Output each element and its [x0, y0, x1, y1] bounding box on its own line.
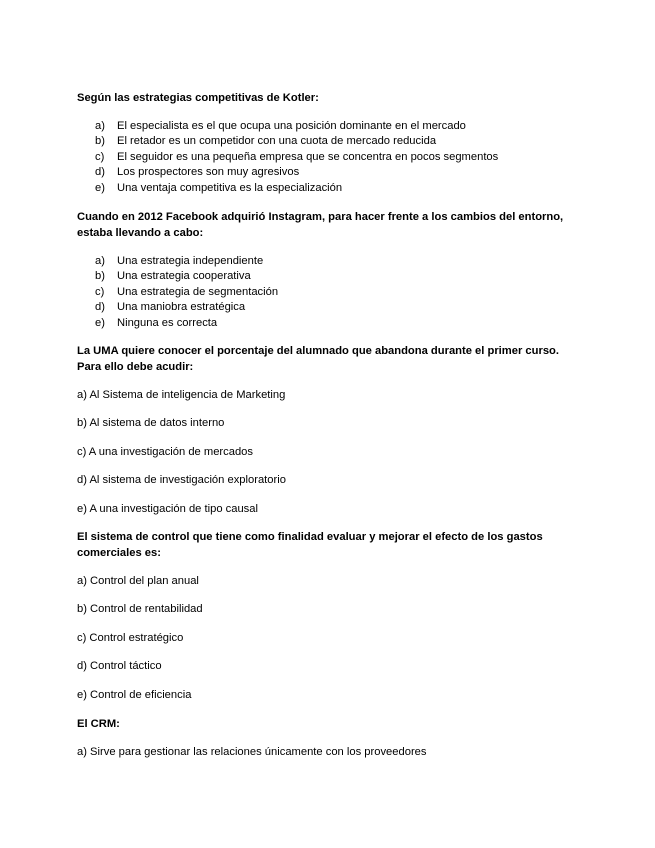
option-text: Una estrategia de segmentación [117, 286, 279, 298]
option-text: Una ventaja competitiva es la especialización [117, 182, 343, 194]
option-text: El retador es un competidor con una cuota de mercado reducida [117, 135, 437, 147]
question-3-option-b: b) Al sistema de datos interno [77, 417, 225, 429]
option-letter: e) [95, 317, 105, 329]
question-2-title: Cuando en 2012 Facebook adquirió Instagram, para hacer frente a los cambios del entorno, estaba llevando a cabo: [77, 211, 564, 239]
option-text: Una estrategia cooperativa [117, 270, 251, 282]
question-3-option-e: e) A una investigación de tipo causal [77, 503, 258, 515]
option-letter: d) [95, 301, 105, 313]
question-1-option-e [95, 181, 342, 195]
question-4-option-a: a) Control del plan anual [77, 575, 199, 587]
question-2-option-b [95, 269, 251, 283]
question-1-option-c [95, 150, 498, 164]
question-3-title: La UMA quiere conocer el porcentaje del alumnado que abandona durante el primer curso. Para ello debe acudir: [77, 345, 559, 373]
option-letter: d) [95, 166, 105, 178]
option-text: Una estrategia independiente [117, 255, 264, 267]
option-text: El especialista es el que ocupa una posición dominante en el mercado [117, 120, 466, 132]
question-1-option-b [95, 134, 436, 148]
option-letter: b) [95, 270, 105, 282]
question-3-option-c: c) A una investigación de mercados [77, 446, 253, 458]
question-2-option-a [95, 254, 263, 268]
question-4-option-e: e) Control de eficiencia [77, 689, 192, 701]
question-4-option-d: d) Control táctico [77, 660, 162, 672]
question-4-option-c: c) Control estratégico [77, 632, 184, 644]
option-text: Ninguna es correcta [117, 317, 218, 329]
option-letter: b) [95, 135, 105, 147]
question-5-option-a: a) Sirve para gestionar las relaciones únicamente con los proveedores [77, 746, 427, 758]
question-1-option-a [95, 119, 466, 133]
question-2-option-e [95, 316, 217, 330]
question-4-title: El sistema de control que tiene como finalidad evaluar y mejorar el efecto de los gastos comerciales es: [77, 531, 543, 559]
option-letter: e) [95, 182, 105, 194]
question-2-option-c [95, 285, 278, 299]
question-1-title: Según las estrategias competitivas de Kotler: [77, 92, 319, 104]
question-2-option-d [95, 300, 245, 314]
question-3-option-a: a) Al Sistema de inteligencia de Marketing [77, 389, 286, 401]
question-5-title: El CRM: [77, 718, 120, 730]
option-text: El seguidor es una pequeña empresa que se concentra en pocos segmentos [117, 151, 499, 163]
option-letter: a) [95, 120, 105, 132]
option-text: Una maniobra estratégica [117, 301, 246, 313]
option-letter: c) [95, 151, 105, 163]
question-4-option-b: b) Control de rentabilidad [77, 603, 203, 615]
option-text: Los prospectores son muy agresivos [117, 166, 300, 178]
question-3-option-d: d) Al sistema de investigación exploratorio [77, 474, 286, 486]
option-letter: c) [95, 286, 105, 298]
option-letter: a) [95, 255, 105, 267]
question-1-option-d [95, 165, 299, 179]
